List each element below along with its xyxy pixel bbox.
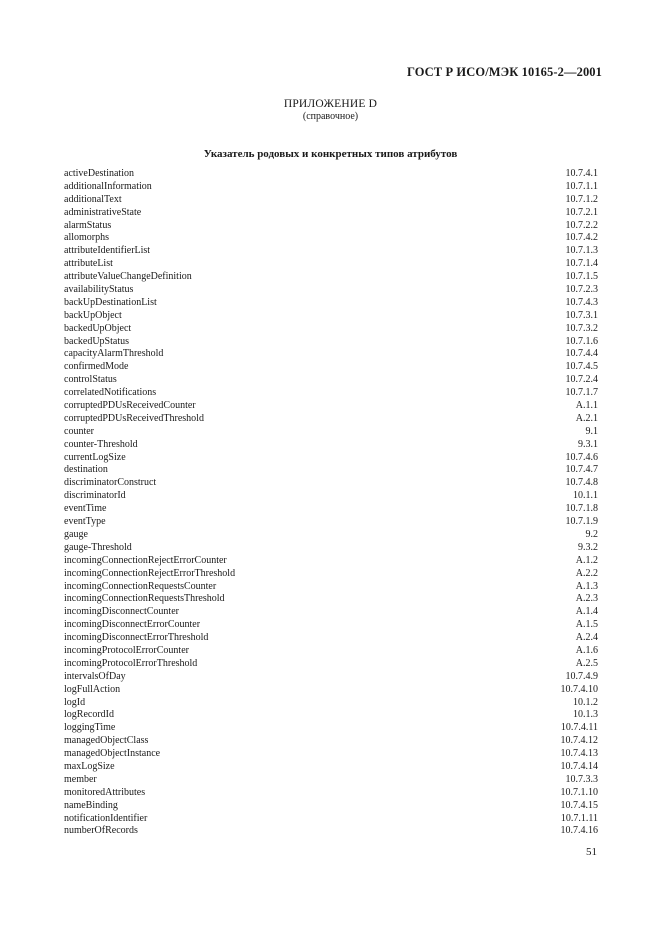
- index-entry: [64, 232, 598, 245]
- clause-reference: 10.7.4.6: [565, 451, 598, 463]
- index-entry: [64, 748, 598, 761]
- attribute-name: corruptedPDUsReceivedCounter: [64, 400, 196, 412]
- index-entry: [64, 825, 598, 838]
- attribute-name: backUpDestinationList: [64, 296, 157, 308]
- clause-reference: 10.7.3.3: [565, 773, 598, 785]
- index-entry: [64, 490, 598, 503]
- index-entry: [64, 684, 598, 697]
- clause-reference: A.2.5: [575, 657, 598, 669]
- attribute-name: counter: [64, 425, 94, 437]
- attribute-name: attributeValueChangeDefinition: [64, 271, 192, 283]
- index-entry: [64, 709, 598, 722]
- clause-reference: 10.7.4.15: [560, 799, 598, 811]
- clause-reference: A.2.4: [575, 632, 598, 644]
- clause-reference: 9.3.2: [578, 541, 598, 553]
- clause-reference: A.1.4: [575, 606, 598, 618]
- attribute-name: capacityAlarmThreshold: [64, 348, 164, 360]
- attribute-name: member: [64, 773, 97, 785]
- index-entry: [64, 787, 598, 800]
- standard-designation: ГОСТ Р ИСО/МЭК 10165-2—2001: [406, 65, 602, 79]
- clause-reference: 10.7.1.8: [565, 503, 598, 515]
- index-entry: [64, 722, 598, 735]
- index-entry: [64, 387, 598, 400]
- attribute-name: intervalsOfDay: [64, 670, 126, 682]
- index-entry: [64, 168, 598, 181]
- attribute-name: logRecordId: [64, 709, 114, 721]
- clause-reference: 10.7.1.3: [565, 245, 598, 257]
- attribute-name: discriminatorConstruct: [64, 477, 157, 489]
- index-entry: [64, 568, 598, 581]
- index-entry: [64, 619, 598, 632]
- attribute-name: backedUpObject: [64, 322, 132, 334]
- clause-reference: 10.7.1.9: [565, 516, 598, 528]
- index-entry: [64, 606, 598, 619]
- clause-reference: A.2.3: [575, 593, 598, 605]
- clause-reference: 10.7.1.5: [565, 271, 598, 283]
- attribute-name: corruptedPDUsReceivedThreshold: [64, 412, 204, 424]
- index-entry: [64, 220, 598, 233]
- clause-reference: 10.1.1: [573, 490, 598, 502]
- index-entry: [64, 452, 598, 465]
- attribute-name: availabilityStatus: [64, 284, 134, 296]
- index-entry: [64, 813, 598, 826]
- index-entry: [64, 284, 598, 297]
- attribute-name: attributeList: [64, 258, 113, 270]
- index-entry: [64, 671, 598, 684]
- attribute-name: maxLogSize: [64, 760, 115, 772]
- appendix-subtitle: (справочное): [302, 111, 359, 122]
- index-entry: [64, 374, 598, 387]
- index-entry: [64, 400, 598, 413]
- index-heading: Указатель родовых и конкретных типов атрибутов: [203, 148, 458, 160]
- attribute-name: numberOfRecords: [64, 825, 138, 837]
- index-entry: [64, 581, 598, 594]
- attribute-name: attributeIdentifierList: [64, 245, 151, 257]
- attribute-name: backUpObject: [64, 309, 122, 321]
- clause-reference: A.1.6: [575, 644, 598, 656]
- attribute-name: incomingDisconnectErrorThreshold: [64, 632, 209, 644]
- clause-reference: 10.7.1.6: [565, 335, 598, 347]
- attribute-name: incomingProtocolErrorThreshold: [64, 657, 198, 669]
- clause-reference: A.1.2: [575, 554, 598, 566]
- attribute-name: administrativeState: [64, 206, 142, 218]
- clause-reference: 10.7.2.4: [565, 374, 598, 386]
- clause-reference: 10.7.1.4: [565, 258, 598, 270]
- attribute-name: loggingTime: [64, 722, 116, 734]
- attribute-name: alarmStatus: [64, 219, 112, 231]
- clause-reference: 10.7.4.13: [560, 748, 598, 760]
- appendix-title: ПРИЛОЖЕНИЕ D: [283, 98, 378, 110]
- index-entry: [64, 297, 598, 310]
- index-entry: [64, 413, 598, 426]
- attribute-name: incomingConnectionRejectErrorCounter: [64, 554, 227, 566]
- index-entry: [64, 348, 598, 361]
- clause-reference: 10.7.4.8: [565, 477, 598, 489]
- clause-reference: 10.7.4.1: [565, 168, 598, 179]
- attribute-name: incomingConnectionRequestsThreshold: [64, 593, 225, 605]
- attribute-name: nameBinding: [64, 799, 118, 811]
- clause-reference: 9.2: [585, 528, 598, 540]
- attribute-name: controlStatus: [64, 374, 117, 386]
- index-entry: [64, 194, 598, 207]
- clause-reference: 10.7.4.9: [565, 670, 598, 682]
- attribute-name: destination: [64, 464, 108, 476]
- index-entry: [64, 761, 598, 774]
- page-number: 51: [586, 846, 597, 858]
- clause-reference: 10.7.2.1: [565, 206, 598, 218]
- clause-reference: 10.7.4.10: [560, 683, 598, 695]
- attribute-name: activeDestination: [64, 168, 134, 179]
- index-entry: [64, 464, 598, 477]
- attribute-name: counter-Threshold: [64, 438, 138, 450]
- clause-reference: 10.1.3: [573, 709, 598, 721]
- index-entry: [64, 310, 598, 323]
- index-entry: [64, 181, 598, 194]
- clause-reference: 10.7.4.11: [560, 722, 598, 734]
- index-entry: [64, 426, 598, 439]
- attribute-name: gauge-Threshold: [64, 541, 132, 553]
- attribute-name: additionalInformation: [64, 180, 152, 192]
- clause-reference: 10.7.1.10: [560, 786, 598, 798]
- clause-reference: A.2.2: [575, 567, 598, 579]
- index-entry: [64, 645, 598, 658]
- attribute-name: incomingConnectionRequestsCounter: [64, 580, 217, 592]
- clause-reference: 10.7.4.14: [560, 760, 598, 772]
- index-entry: [64, 658, 598, 671]
- attribute-name: gauge: [64, 528, 88, 540]
- index-entry: [64, 207, 598, 220]
- attribute-name: currentLogSize: [64, 451, 126, 463]
- index-entry: [64, 800, 598, 813]
- index-entry: [64, 245, 598, 258]
- clause-reference: 10.7.4.4: [565, 348, 598, 360]
- clause-reference: 10.7.3.2: [565, 322, 598, 334]
- attribute-name: allomorphs: [64, 232, 109, 244]
- clause-reference: 10.7.2.3: [565, 284, 598, 296]
- attribute-name: logFullAction: [64, 683, 121, 695]
- index-entry: [64, 542, 598, 555]
- index-entry: [64, 697, 598, 710]
- clause-reference: A.2.1: [575, 412, 598, 424]
- index-entry: [64, 555, 598, 568]
- clause-reference: 10.1.2: [573, 696, 598, 708]
- attribute-name: logId: [64, 696, 86, 708]
- index-entry: [64, 336, 598, 349]
- clause-reference: 10.7.4.2: [565, 232, 598, 244]
- attribute-name: incomingProtocolErrorCounter: [64, 644, 189, 656]
- attribute-name: managedObjectInstance: [64, 748, 161, 760]
- attribute-name: backedUpStatus: [64, 335, 129, 347]
- clause-reference: 10.7.4.5: [565, 361, 598, 373]
- index-entry: [64, 516, 598, 529]
- index-entry: [64, 258, 598, 271]
- attribute-name: managedObjectClass: [64, 735, 149, 747]
- index-entry: [64, 593, 598, 606]
- index-entry: [64, 361, 598, 374]
- clause-reference: A.1.3: [575, 580, 598, 592]
- clause-reference: 10.7.1.2: [565, 193, 598, 205]
- attribute-name: discriminatorId: [64, 490, 126, 502]
- clause-reference: 9.3.1: [578, 438, 598, 450]
- index-entry: [64, 774, 598, 787]
- index-entry: [64, 735, 598, 748]
- index-entry: [64, 529, 598, 542]
- clause-reference: 10.7.4.7: [565, 464, 598, 476]
- index-entry: [64, 503, 598, 516]
- clause-reference: A.1.1: [575, 400, 598, 412]
- index-entry: [64, 632, 598, 645]
- attribute-name: incomingConnectionRejectErrorThreshold: [64, 567, 236, 579]
- clause-reference: 10.7.1.1: [565, 180, 598, 192]
- attribute-name: incomingDisconnectErrorCounter: [64, 619, 201, 631]
- attribute-name: eventType: [64, 516, 106, 528]
- clause-reference: 10.7.4.3: [565, 296, 598, 308]
- clause-reference: 10.7.4.16: [560, 825, 598, 837]
- index-entry: [64, 439, 598, 452]
- attribute-index-list: [64, 168, 598, 838]
- clause-reference: 10.7.3.1: [565, 309, 598, 321]
- attribute-name: correlatedNotifications: [64, 387, 157, 399]
- attribute-name: additionalText: [64, 193, 122, 205]
- index-entry: [64, 271, 598, 284]
- attribute-name: monitoredAttributes: [64, 786, 146, 798]
- attribute-name: incomingDisconnectCounter: [64, 606, 179, 618]
- clause-reference: 10.7.4.12: [560, 735, 598, 747]
- clause-reference: 9.1: [585, 425, 598, 437]
- attribute-name: notificationIdentifier: [64, 812, 148, 824]
- clause-reference: 10.7.1.7: [565, 387, 598, 399]
- attribute-name: eventTime: [64, 503, 107, 515]
- index-entry: [64, 477, 598, 490]
- clause-reference: 10.7.2.2: [565, 219, 598, 231]
- clause-reference: 10.7.1.11: [560, 812, 598, 824]
- clause-reference: A.1.5: [575, 619, 598, 631]
- index-entry: [64, 323, 598, 336]
- attribute-name: confirmedMode: [64, 361, 129, 373]
